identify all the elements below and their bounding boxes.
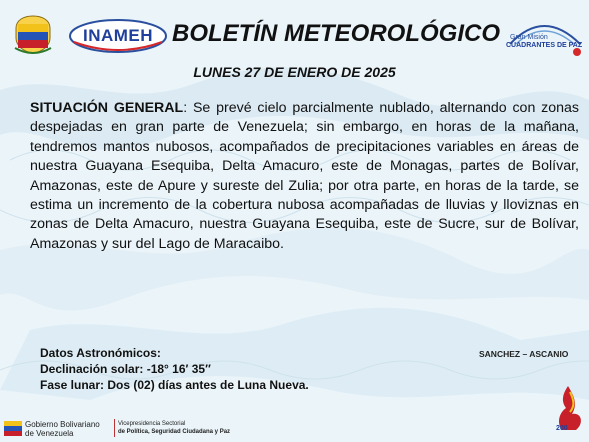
forecaster-signature: SANCHEZ – ASCANIO [479,349,569,359]
moon-phase: Fase lunar: Dos (02) días antes de Luna Nueva. [40,378,309,392]
footer-divider [114,419,115,437]
gobierno-bolivariano-text [25,420,100,438]
mision-logo-line1: Gran Misión [510,34,548,41]
situacion-general-paragraph [30,99,579,254]
gov-line2: de Venezuela [25,429,74,438]
vicepresidencia-text [118,420,230,436]
inameh-logo-text: INAMEH [82,26,154,45]
coat-of-arms-logo [12,14,54,54]
gobierno-bolivariano-logo [3,418,23,438]
vice-line2: de Política, Seguridad Ciudadana y Paz [118,429,231,435]
gov-line1: Gobierno Bolivariano [25,420,100,429]
solar-declination: Declinación solar: -18° 16′ 35″ [40,362,211,376]
page-title: BOLETÍN METEOROLÓGICO [172,20,500,47]
vice-line1: Vicepresidencia Sectorial [118,421,186,427]
situacion-general-text: : Se prevé cielo parcialmente nublado, alternando con zonas despejadas en gran parte de Venezuela; sin embargo, en horas de la mañana, tendremos mantos nubosos, acompañados de precipitaciones variables en áreas de nuestra Guayana Esequiba, Delta Amacuro, este de Monagas, partes de Bolívar, Amazonas, este de Apure y sureste del Zulia; por otra parte, en horas de la tarde, se estima un incremento de la cobertura nubosa acompañadas de lluvias y lloviznas en zonas de Delta Amacuro, nuestra Guayana Esequiba, este de Sucre, sur de Bolívar, Amazonas y sur del Lago de Maracaibo. [30,100,579,252]
astronomical-data-block [40,345,400,393]
header [0,0,589,62]
mision-logo-line2: CUADRANTES DE PAZ [506,42,583,49]
bulletin-date: LUNES 27 DE ENERO DE 2025 [193,64,396,80]
bicentenary-year: 200 [556,425,568,432]
situacion-general-label: SITUACIÓN GENERAL [30,100,184,116]
bicentenary-logo [548,382,589,442]
astronomical-data-heading: Datos Astronómicos: [40,346,161,360]
